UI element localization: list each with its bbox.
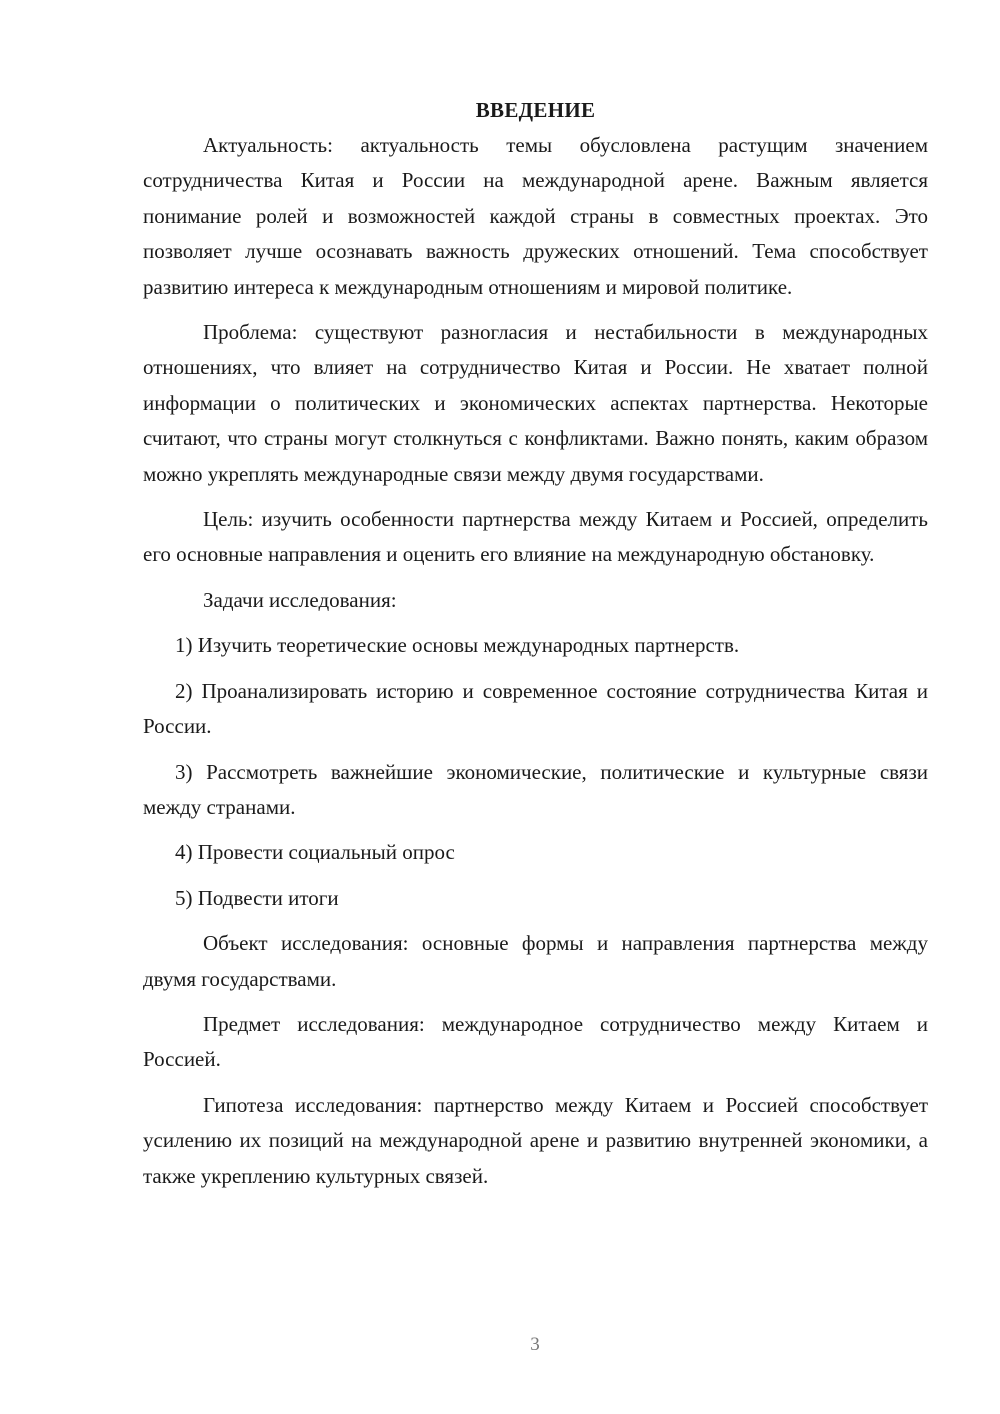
paragraph-subject: Предмет исследования: международное сотрудничество между Китаем и Россией. xyxy=(143,1011,928,1072)
task-item: 2) Проанализировать историю и современное состояние сотрудничества Китая и России. xyxy=(143,678,928,739)
paragraph-goal: Цель: изучить особенности партнерства между Китаем и Россией, определить его основные направления и оценить его влияние на международную обстановку. xyxy=(143,507,928,567)
paragraph-object: Объект исследования: основные формы и направления партнерства между двумя государствами. xyxy=(143,931,928,991)
task-item: 1) Изучить теоретические основы международных партнерств. xyxy=(175,633,740,658)
paragraph-relevance: Актуальность: актуальность темы обусловлена растущим значением сотрудничества Китая и России на международной арене. Важным является понимание ролей и возможностей каждой страны в совместных проектах. Это позволяет лучше осознавать важность дружеских отношений. Тема способствует развитию интереса к международным отношениям и мировой политике. xyxy=(143,133,928,299)
task-item: 5) Подвести итоги xyxy=(175,885,339,910)
page-number: 3 xyxy=(530,1334,540,1355)
page-title: ВВЕДЕНИЕ xyxy=(475,98,596,122)
paragraph-tasks-heading: Задачи исследования: xyxy=(203,587,397,612)
task-item: 4) Провести социальный опрос xyxy=(175,840,455,865)
paragraph-problem: Проблема: существуют разногласия и нестабильности в международных отношениях, что влияет на сотрудничество Китая и России. Не хватает полной информации о политических и экономических аспектах партнерства. Некоторые считают, что страны могут столкнуться с конфликтами. Важно понять, каким образом можно укреплять международные связи между двумя государствами. xyxy=(143,320,928,486)
page-content xyxy=(143,92,928,1204)
paragraph-hypothesis: Гипотеза исследования: партнерство между Китаем и Россией способствует усилению их позиций на международной арене и развитию внутренней экономики, а также укреплению культурных связей. xyxy=(143,1092,928,1188)
task-item: 3) Рассмотреть важнейшие экономические, политические и культурные связи между странами. xyxy=(143,759,928,819)
